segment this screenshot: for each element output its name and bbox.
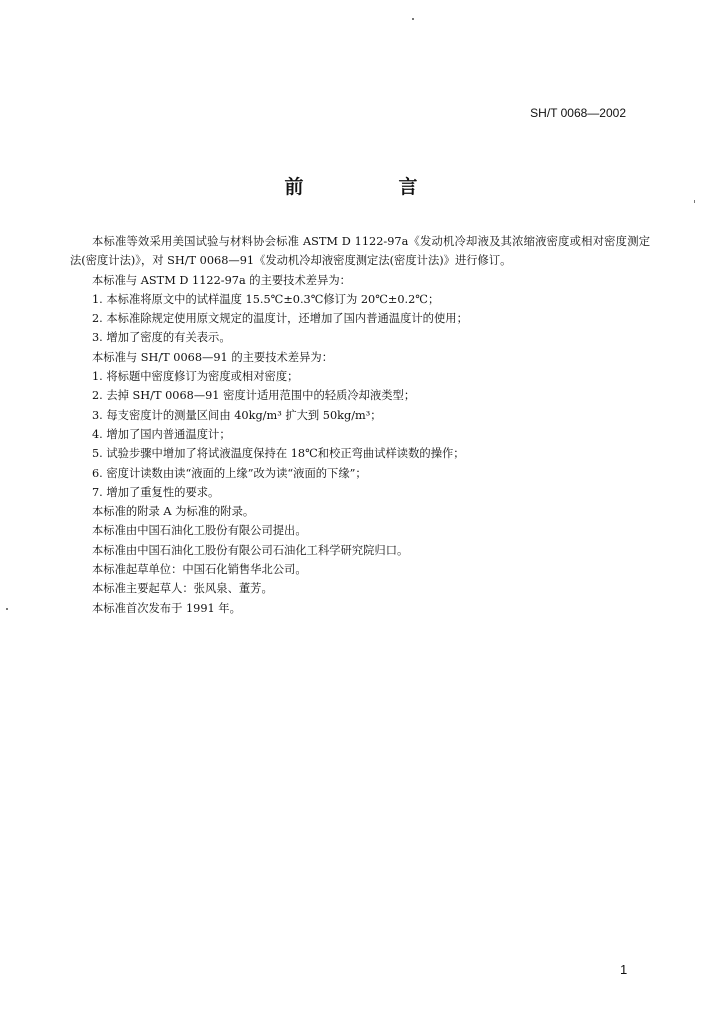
scan-speck	[694, 200, 695, 203]
page-title: 前 言	[284, 176, 456, 198]
paragraph: 本标准首次发布于 1991 年。	[92, 601, 241, 615]
paragraph: 本标准与 SH/T 0068—91 的主要技术差异为：	[92, 350, 333, 364]
paragraph: 本标准与 ASTM D 1122-97a 的主要技术差异为：	[92, 273, 351, 287]
list-item: 2. 本标准除规定使用原文规定的温度计，还增加了国内普通温度计的使用；	[92, 312, 468, 326]
list-item: 3. 增加了密度的有关表示。	[92, 331, 231, 345]
paragraph: 本标准由中国石油化工股份有限公司石油化工科学研究院归口。	[92, 543, 409, 557]
list-item: 4. 增加了国内普通温度计；	[92, 427, 231, 441]
list-item: 1. 将标题中密度修订为密度或相对密度；	[92, 370, 299, 384]
list-item: 2. 去掉 SH/T 0068—91 密度计适用范围中的轻质冷却液类型；	[92, 389, 416, 403]
paragraph: 本标准起草单位：中国石化销售华北公司。	[92, 563, 307, 577]
intro-paragraph: 本标准等效采用美国试验与材料协会标准 ASTM D 1122-97a《发动机冷却液及其浓缩液密度或相对密度测定法(密度计法)》，对 SH/T 0068—91《发动机冷却液密度测定法(密度计法)》进行修订。	[70, 235, 650, 268]
paragraph: 本标准的附录 A 为标准的附录。	[92, 505, 255, 519]
scan-speck	[6, 608, 8, 610]
list-item: 5. 试验步骤中增加了将试液温度保持在 18℃和校正弯曲试样读数的操作；	[92, 447, 465, 461]
paragraph: 本标准主要起草人：张风泉、董芳。	[92, 582, 273, 596]
list-item: 1. 本标准将原文中的试样温度 15.5℃±0.3℃修订为 20℃±0.2℃；	[92, 292, 440, 306]
list-item: 6. 密度计读数由读“液面的上缘”改为读“液面的下缘”；	[92, 466, 367, 480]
scan-speck	[412, 18, 414, 20]
list-item: 7. 增加了重复性的要求。	[92, 485, 220, 499]
standard-code-header: SH/T 0068—2002	[530, 106, 626, 120]
list-item: 3. 每支密度计的测量区间由 40kg/m³ 扩大到 50kg/m³；	[92, 408, 382, 422]
page-number: 1	[620, 962, 628, 977]
foreword-body	[70, 232, 650, 618]
paragraph: 本标准由中国石油化工股份有限公司提出。	[92, 524, 307, 538]
